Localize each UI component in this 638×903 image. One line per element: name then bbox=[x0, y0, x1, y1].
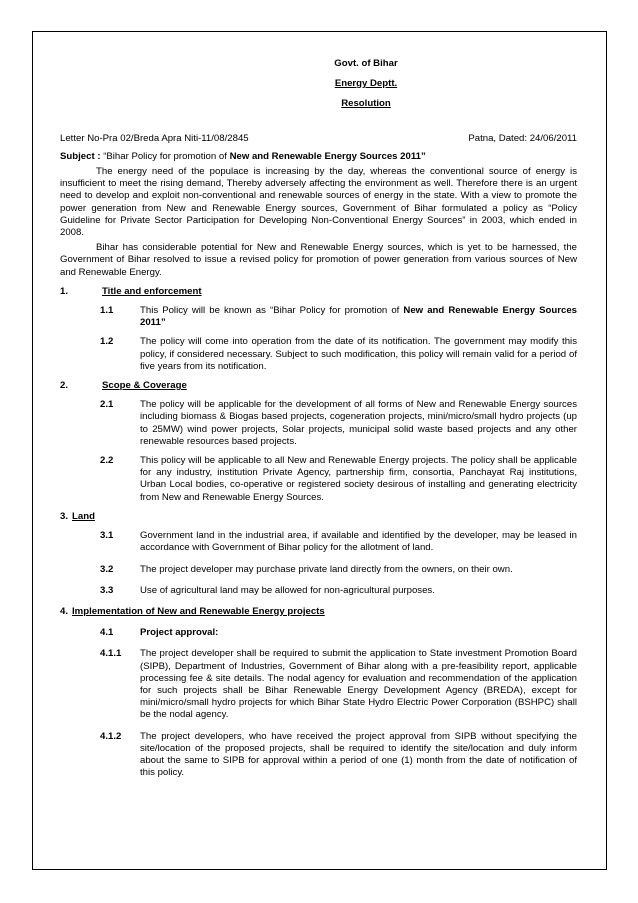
clause-text bbox=[140, 305, 577, 329]
clause-text: Project approval: bbox=[140, 627, 219, 639]
subject-line bbox=[60, 151, 577, 163]
clause-text-plain: This Policy will be known as “Bihar Policy for promotion of bbox=[140, 305, 404, 317]
section-3-heading bbox=[60, 511, 577, 523]
section-title: Scope & Coverage bbox=[102, 380, 187, 392]
clause-4-1 bbox=[60, 627, 577, 639]
section-4-heading bbox=[60, 606, 577, 618]
letter-number: Letter No-Pra 02/Breda Apra Niti-11/08/2845 bbox=[60, 132, 249, 144]
header-resolution: Resolution bbox=[341, 98, 391, 110]
document-body bbox=[60, 58, 577, 779]
letter-line bbox=[60, 133, 577, 145]
section-number: 3. bbox=[60, 510, 69, 522]
clause-text: The project developers, who have received the project approval from SIPB without specifying the site/location of the proposed projects, shall be required to identify the site/location and duly inform about the same to SIPB for approval within a period of one (1) month from the date of notification of this policy. bbox=[140, 730, 577, 779]
clause-4-1-2 bbox=[60, 731, 577, 780]
section-title: Land bbox=[72, 510, 95, 522]
clause-text: The project developer shall be required to submit the application to State investment Promotion Board (SIPB), Department of Industries, Government of Bihar along with a pre-feasibility report, applicable processing fee & site details. The nodal agency for evaluation and recommendation of the application for such projects shall be Bihar Renewable Energy Development Agency (BREDA), except for mini/micro/small hydro projects for which Bihar State Hydro Electric Power Corporation (BSHPC) shall be the nodal agency. bbox=[140, 648, 577, 721]
clause-1-2 bbox=[60, 336, 577, 373]
clause-2-1 bbox=[60, 399, 577, 448]
section-title: Title and enforcement bbox=[102, 285, 202, 297]
clause-3-1 bbox=[60, 530, 577, 554]
subject-bold-text: New and Renewable Energy Sources 2011” bbox=[229, 150, 426, 162]
clause-number: 4.1.1 bbox=[100, 648, 122, 660]
clause-number: 1.2 bbox=[100, 336, 114, 348]
header-department: Energy Deptt. bbox=[334, 78, 398, 90]
clause-4-1-1 bbox=[60, 648, 577, 721]
section-number: 1. bbox=[60, 285, 69, 297]
clause-number: 3.3 bbox=[100, 584, 114, 596]
place-date: Patna, Dated: 24/06/2011 bbox=[468, 132, 577, 144]
header-govt: Govt. of Bihar bbox=[334, 58, 398, 69]
clause-2-2 bbox=[60, 455, 577, 504]
clause-text: Use of agricultural land may be allowed for non-agricultural purposes. bbox=[140, 584, 435, 596]
section-title: Implementation of New and Renewable Energy projects bbox=[72, 605, 325, 617]
clause-number: 3.2 bbox=[100, 563, 114, 575]
clause-number: 4.1.2 bbox=[100, 730, 122, 742]
clause-text: The project developer may purchase private land directly from the owners, on their own. bbox=[140, 563, 513, 575]
clause-number: 1.1 bbox=[100, 305, 114, 317]
clause-text: Government land in the industrial area, if available and identified by the developer, may be leased in accordance with Government of Bihar policy for the allotment of land. bbox=[140, 530, 577, 554]
subject-text: “Bihar Policy for promotion of bbox=[103, 150, 230, 162]
section-1-heading bbox=[60, 286, 577, 298]
clause-text: The policy will be applicable for the development of all forms of New and Renewable Energy sources including biomass & Biogas based projects, cogeneration projects, mini/micro/small hydro projects (up to 25MW) wind power projects, Solar projects, municipal solid waste based projects and any other renewable resources based projects. bbox=[140, 399, 577, 447]
clause-number: 3.1 bbox=[100, 530, 114, 542]
intro-paragraph-1: The energy need of the populace is increasing by the day, whereas the conventional source of energy is insufficient to meet the rising demand, Thereby adversely affecting the environment as well. Therefore there is an urgent need to develop and exploit non-conventional and renewable sources of energy in the state. With a view to promote the power generation from New and Renewable Energy sources, Government of Bihar formulated a policy as “Policy Guideline for Private Sector Participation for Developing Non-Conventional Energy Sources” in 2003, which ended in 2008. bbox=[60, 166, 577, 239]
clause-number: 4.1 bbox=[100, 627, 114, 639]
section-number: 2. bbox=[60, 380, 69, 392]
section-number: 4. bbox=[60, 605, 69, 617]
clause-3-2 bbox=[60, 564, 577, 576]
clause-number: 2.2 bbox=[100, 455, 114, 467]
clause-text-bold: New and Renewable Energy Sources 2011” bbox=[140, 305, 577, 329]
intro-paragraph-2: Bihar has considerable potential for New and Renewable Energy sources, which is yet to be harnessed, the Government of Bihar resolved to issue a revised policy for promotion of power generation from various sources of New and Renewable Energy. bbox=[60, 242, 577, 278]
subject-label: Subject : bbox=[60, 150, 101, 162]
clause-text: This policy will be applicable to all New and Renewable Energy projects. The policy shall be applicable for any industry, institution Private Agency, partnership firm, consortia, Panchayat Raj institutions, Urban Local bodies, co-operative or registered society desirous of installing and generating electricity from New and Renewable Energy Sources. bbox=[140, 455, 577, 503]
clause-3-3 bbox=[60, 585, 577, 597]
clause-number: 2.1 bbox=[100, 399, 114, 411]
clause-text: The policy will come into operation from the date of its notification. The government may modify this policy, if considered necessary. Subject to such modification, this policy will remain valid for a period of five years from its notification. bbox=[140, 336, 577, 372]
clause-1-1 bbox=[60, 305, 577, 329]
section-2-heading bbox=[60, 380, 577, 392]
